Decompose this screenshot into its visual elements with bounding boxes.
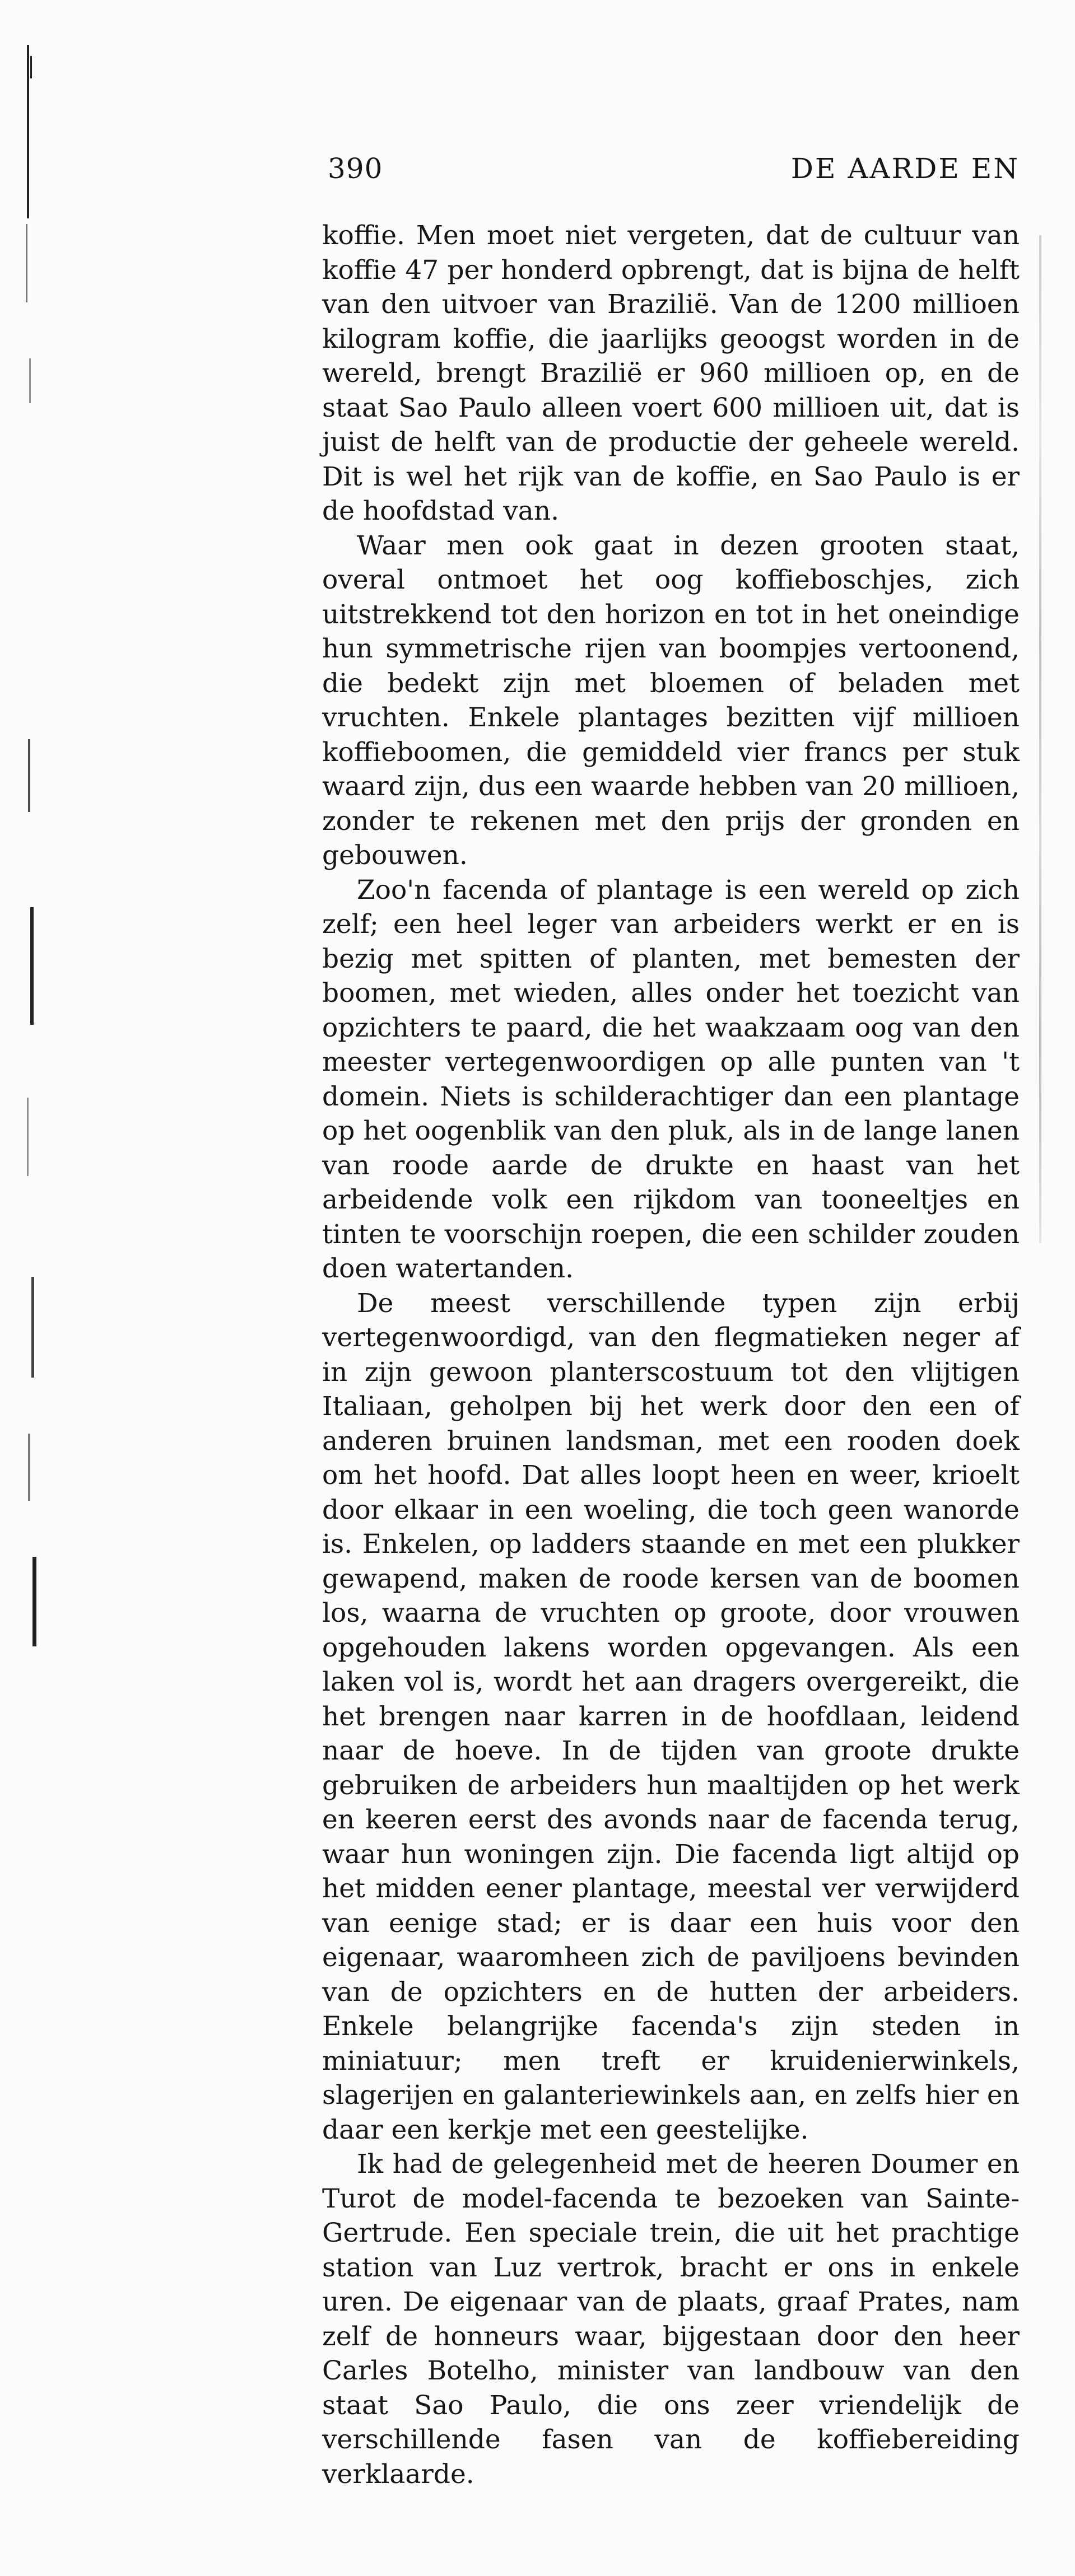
running-head: DE AARDE EN <box>790 152 1020 185</box>
page-number: 390 <box>328 152 383 185</box>
scan-edge-artifact-right <box>1039 235 1041 1243</box>
page-header <box>328 152 1020 192</box>
paragraph: Waar men ook gaat in dezen grooten staat, overal ontmoet het oog koffieboschjes, zich uitstrekkend tot den horizon en tot in het oneindige hun symmetrische rijen van boompjes vertoonend, die bedekt zijn met bloemen of beladen met vruchten. Enkele plantages bezitten vijf millioen koffieboomen, die gemiddeld vier francs per stuk waard zijn, dus een waarde hebben van 20 millioen, zonder te rekenen met den prijs der gronden en gebouwen. <box>322 530 1020 871</box>
paragraph: Ik had de gelegenheid met de heeren Doumer en Turot de model-facenda te bezoeken van Sainte-Gertrude. Een speciale trein, die uit het prachtige station van Luz vertrok, bracht er ons in enkele uren. De eigenaar van de plaats, graaf Prates, nam zelf de honneurs waar, bijgestaan door den heer Carles Botelho, minister van landbouw van den staat Sao Paulo, die ons zeer vriendelijk de verschillende fasen van de koffiebereiding verklaarde. <box>322 2149 1020 2490</box>
paragraph: Zoo'n facenda of plantage is een wereld op zich zelf; een heel leger van arbeiders werkt er en is bezig met spitten of planten, met bemesten der boomen, met wieden, alles onder het toezicht van opzichters te paard, die het waakzaam oog van den meester vertegenwoordigen op alle punten van 't domein. Niets is schilderachtiger dan een plantage op het oogenblik van den pluk, als in de lange lanen van roode aarde de drukte en haast van het arbeidende volk een rijkdom van tooneeltjes en tinten te voorschijn roepen, die een schilder zouden doen watertanden. <box>322 874 1020 1284</box>
paragraph: De meest verschillende typen zijn erbij vertegenwoordigd, van den flegmatieken neger af in zijn gewoon planterscostuum tot den vlijtigen Italiaan, geholpen bij het werk door den een of anderen bruinen landsman, met een rooden doek om het hoofd. Dat alles loopt heen en weer, krioelt door elkaar in een woeling, die toch geen wanorde is. Enkelen, op ladders staande en met een plukker gewapend, maken de roode kersen van de boomen los, waarna de vruchten op groote, door vrouwen opgehouden lakens worden opgevangen. Als een laken vol is, wordt het aan dragers overgereikt, die het brengen naar karren in de hoofdlaan, leidend naar de hoeve. In de tijden van groote drukte gebruiken de arbeiders hun maaltijden op het werk en keeren eerst des avonds naar de facenda terug, waar hun woningen zijn. Die facenda ligt altijd op het midden eener plantage, meestal ver verwijderd van eenige stad; er is daar een huis voor den eigenaar, waaromheen zich de paviljoens bevinden van de opzichters en de hutten der arbeiders. Enkele belangrijke facenda's zijn steden in miniatuur; men treft er kruidenierwinkels, slagerijen en galanteriewinkels aan, en zelfs hier en daar een kerkje met een geestelijke. <box>322 1287 1020 2145</box>
scan-edge-artifact <box>22 45 50 1725</box>
paragraph: koffie. Men moet niet vergeten, dat de cultuur van koffie 47 per honderd opbrengt, dat is bijna de helft van den uitvoer van Brazilië. Van de 1200 millioen kilogram koffie, die jaarlijks geoogst worden in de wereld, brengt Brazilië er 960 millioen op, en de staat Sao Paulo alleen voert 600 millioen uit, dat is juist de helft van de productie der geheele wereld. Dit is wel het rijk van de koffie, en Sao Paulo is er de hoofdstad van. <box>322 220 1020 526</box>
body-text <box>322 218 1020 2491</box>
